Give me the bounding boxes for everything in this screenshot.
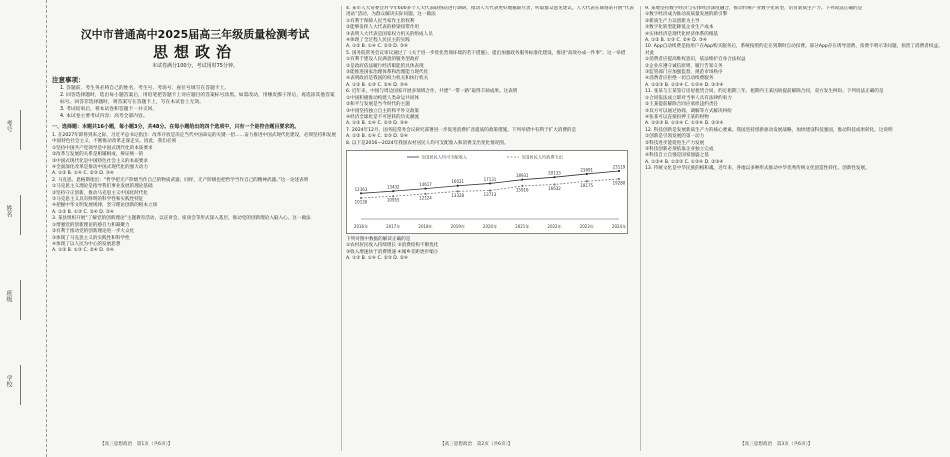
page-footer: 【高三思想政治 第2页（共6页）】 <box>440 442 513 447</box>
question-line: ③监管部门应加强监督，规范市场秩序 <box>645 70 723 76</box>
note-item: 1. 答题前，考生务必将自己的姓名、考生号、考场号、座位号填写在答题卡上。 <box>60 86 230 91</box>
question-line: ②科技进步能促进生产力发展 <box>645 140 705 146</box>
note-item: 4. 本试卷主要考试内容：高考全部内容。 <box>60 114 148 119</box>
question-line: 13. 传统文化是中华民族的根和魂。近年来，各地以多种形式推动中华优秀传统文化创造性转化、创新性发展。 <box>645 166 870 172</box>
x-tick-label: 2017年 <box>386 223 401 229</box>
data-label: 13328 <box>451 192 465 198</box>
question-line: A. ①② B. ①④ C. ②③ D. ③④ <box>346 121 408 127</box>
margin-label-class: 班级 <box>5 290 12 302</box>
question-line: ①马克思主义理论是指导我们事业发展的理论基础 <box>52 184 153 190</box>
margin-line <box>20 365 21 405</box>
margin-label-school: 学校 <box>5 375 12 387</box>
data-label: 19280 <box>612 180 626 186</box>
question-line: ④全面深化改革是推动中国式现代化的强大动力 <box>52 165 148 171</box>
data-label: 14617 <box>419 182 432 188</box>
margin-line <box>20 110 21 150</box>
data-label: 16632 <box>548 185 561 191</box>
question-line: 11. 张某与王某签订房屋租赁合同，约定租期三年。租期内王某因故提前解除合同，双方发生纠纷。下列说法正确的是 <box>645 89 884 95</box>
question-list <box>52 133 338 255</box>
data-label: 23119 <box>612 164 626 170</box>
column-divider <box>341 6 342 451</box>
data-point <box>360 192 362 194</box>
question-line: A. ①② B. ①③ C. ②④ D. ③④ <box>52 209 114 215</box>
data-label: 10955 <box>386 197 400 203</box>
question-line: ④张某可以直接扣押王某的财物 <box>645 114 709 120</box>
question-line: 1. 在2027年即将到来之际，习近平总书记指出：改革开放是决定当代中国命运的关键一招……奋力推进中国式现代化建设，必须坚持和发展中国特色社会主义，不断推动改革走深走实。因此，我们必须 <box>52 133 336 145</box>
data-point <box>457 185 459 187</box>
question-line: ②是政府依法履行经济职能的具体表现 <box>346 63 424 69</box>
margin-line <box>20 280 21 320</box>
income-consumption-chart <box>346 150 628 234</box>
data-label: 18931 <box>515 173 529 179</box>
question-line: ④消费者应拒绝一切自动续费服务 <box>645 76 714 82</box>
section-heading: 一、选择题：本题共16小题，每小题3分，共48分。在每小题给出的四个选项中，只有一个是符合题目要求的。 <box>52 124 300 130</box>
data-label: 21691 <box>580 167 594 173</box>
question-line: 8. 以下是2016—2024年我国农村居民人均可支配收入和消费支出变化情况图。 <box>346 140 509 146</box>
question-line: ③双方可以通过协商、调解等方式解决纠纷 <box>645 108 732 114</box>
question-line: ④科技自立自强是国家强盛之基 <box>645 153 709 159</box>
question-line: ④体现了以人民为中心的发展思想 <box>52 241 121 247</box>
data-point <box>424 187 426 189</box>
data-point <box>553 176 555 178</box>
question-line: ②坚持守正创新，推动马克思主义中国化时代化 <box>52 190 148 196</box>
page-3-column <box>645 6 943 438</box>
data-point <box>618 170 620 172</box>
question-line: ②有利于推动党的创新理论进一步大众化 <box>52 229 135 235</box>
question-line: ③数字化转型能降低企业生产成本 <box>645 25 714 31</box>
question-line: ③中国式现代化是中国特色社会主义的本质要求 <box>52 158 148 164</box>
x-tick-label: 2023年 <box>579 223 594 229</box>
question-line: ③能推进国家治理体系和治理能力现代化 <box>346 70 429 76</box>
question-line: 3. 某县组织开展“了解党的创新理论”主题教育活动，以宣讲会、座谈会等形式深入基层，推动党的创新理论入脑入心。这一做法 <box>52 216 311 222</box>
question-line: A. ①③ B. ①④ C. ②③ D. ②④ <box>346 256 408 262</box>
margin-line <box>20 195 21 235</box>
question-line: ③体现了马克思主义的实践性和科学性 <box>52 235 130 241</box>
column-divider <box>640 6 641 451</box>
question-line: 下列对图中数据的解读正确的是 <box>346 236 411 242</box>
question-line: 9. 某地坚持数字经济与实体经济深度融合，推动传统产业数字化转型，培育新质生产力。下列说法正确的是 <box>645 6 863 11</box>
question-line: ②能够发挥人大代表的桥梁纽带作用 <box>346 25 420 31</box>
question-line: A. ①②③ B. ①②④ C. ①③④ D. ②③④ <box>645 82 724 88</box>
question-line: ②王某提前解除合同应承担违约责任 <box>645 102 719 108</box>
x-tick-label: 2021年 <box>515 223 530 229</box>
x-tick-label: 2018年 <box>418 223 433 229</box>
line-chart <box>347 151 627 233</box>
data-label: 15916 <box>515 187 529 193</box>
x-tick-label: 2020年 <box>482 223 498 229</box>
question-line: ①有利于建设人民满意的服务型政府 <box>346 57 420 63</box>
question-line: ④实体经济是现代化经济体系的根基 <box>645 31 719 37</box>
page-2-column <box>346 6 636 438</box>
question-line: ②企业应遵守诚信原则，履行告知义务 <box>645 63 723 69</box>
data-label: 12363 <box>354 186 368 192</box>
data-label: 10130 <box>354 199 368 205</box>
question-line: ③中国坚持独立自主的和平外交政策 <box>346 108 420 114</box>
question-line: ①坚持中国共产党领导是中国式现代化的本质要求 <box>52 145 153 151</box>
question-line: ④表明政府是我国的权力机关和执行机关 <box>346 76 429 82</box>
question-list <box>346 6 636 147</box>
question-line: 12. 科技创新是发展新质生产力的核心要素。我国坚持创新驱动发展战略，加快建设科技强国，推动科技成果转化。这说明 <box>645 127 893 133</box>
question-line: ③表明人大代表是国家权力机关的组成人员 <box>346 31 433 37</box>
page-1-column <box>52 6 338 438</box>
note-item: 2. 回答选择题时，选出每小题答案后，用铅笔把答题卡上对应题目的答案标号涂黑。如需改动，用橡皮擦干净后，再选涂其他答案标号。回答非选择题时，将答案写在答题卡上，写在本试卷上无效。 <box>60 93 335 105</box>
question-line: ①创新是引领发展的第一动力 <box>645 134 705 140</box>
exam-meta: 本试卷满分100分，考试用时75分钟。 <box>152 63 238 69</box>
question-line: A. ①②④ B. ①②③ C. ①③④ D. ②③④ <box>645 159 724 165</box>
data-point <box>489 182 491 184</box>
question-line: A. ①② B. ①④ C. ②③ D. ②④ <box>346 134 408 140</box>
page-footer: 【高三思想政治 第1页（共6页）】 <box>100 442 173 447</box>
data-point <box>392 190 394 192</box>
data-label: 16021 <box>451 179 465 185</box>
question-line: ①数字经济成为推动高质量发展的新引擎 <box>645 12 728 18</box>
note-item: 3. 考试结束后，将本试卷和答题卡一并交回。 <box>60 107 158 112</box>
question-line: A. ①② B. ①③ C. ②④ D. ③④ <box>645 38 707 44</box>
question-line: A. ①② B. ①③ C. ②④ D. ③④ <box>52 248 114 254</box>
margin-label-name: 姓名 <box>5 205 12 217</box>
question-line: A. ①② B. ①④ C. ②③ D. ③④ <box>52 171 114 177</box>
question-list <box>645 6 943 173</box>
question-line: ②改革与发展的关系是相辅相成、辩证统一的 <box>52 152 144 158</box>
x-tick-label: 2024年 <box>611 223 627 229</box>
question-line: 5. 国务院常务会议审议通过了《关于进一步优化营商环境的若干措施》，提出加强政务服务标准化建设，推进“高效办成一件事”。这一举措 <box>346 50 626 56</box>
question-line: ④经济全球化是不可逆转的历史潮流 <box>346 114 420 120</box>
question-list <box>346 237 636 263</box>
question-line: 10. App自动续费是指用户在App购买服务后，系统按照约定在到期时自动扣费。部分App存在诱导消费、扣费不明示等问题，损害了消费者权益。对此 <box>645 44 943 56</box>
data-label: 17131 <box>483 176 497 182</box>
question-line: ③收入增速快于消费增速 ④城乡差距逐步缩小 <box>346 249 439 255</box>
question-line: 7. 2024年12月，国务院常务会议研究部署进一步促进消费扩容提质的政策措施。下列举措中有利于扩大消费的是 <box>346 127 577 133</box>
page-footer: 【高三思想政治 第3页（共6页）】 <box>740 442 813 447</box>
data-label: 13432 <box>386 184 400 190</box>
question-line: 4. 某市人大常委会对今年600多个人大代表联络站进行调研，推动人大代表更好地履职尽责，听取群众意见建议。人大代表在联络站开展“代表进站”活动，为群众解决实际问题。这一做法 <box>346 6 635 18</box>
question-line: 6. 近年来，中国与周边国家开展多领域合作，共建“一带一路”取得丰硕成果。这表明 <box>346 89 518 95</box>
question-line: ①农村居民收入持续增长 ②消费结构不断优化 <box>346 243 439 249</box>
question-line: ②和平与发展是当今时代的主题 <box>346 102 410 108</box>
data-label: 20133 <box>548 170 561 176</box>
question-line: ②新质生产力以创新为主导 <box>645 18 700 24</box>
x-tick-label: 2022年 <box>547 223 562 229</box>
x-tick-label: 2019年 <box>450 223 465 229</box>
question-line: 2. 马克思、恩格斯指出：“哲学把无产阶级当作自己的物质武器，同样，无产阶级也把哲学当作自己的精神武器。”这一论述表明 <box>52 177 309 183</box>
x-tick-label: 2016年 <box>353 223 369 229</box>
legend-label: 全国居民人均消费支出 <box>521 154 563 160</box>
exam-title: 汉中市普通高中2025届高三年级质量检测考试 <box>80 28 310 41</box>
binding-margin <box>0 0 47 457</box>
data-point <box>586 173 588 175</box>
margin-label-id: 考号 <box>5 120 12 132</box>
question-line: ③科技创新必须依靠企业独立完成 <box>645 146 714 152</box>
data-label: 13713 <box>483 191 497 197</box>
question-line: A. ①② B. ①④ C. ②③ D. ③④ <box>346 44 408 50</box>
question-line: ①中国积极推动构建人类命运共同体 <box>346 95 420 101</box>
question-line: ①消费者应提高维权意识，依法维护自身合法权益 <box>645 57 746 63</box>
data-point <box>521 179 523 181</box>
notes-title: 注意事项： <box>52 76 85 84</box>
data-label: 18175 <box>580 182 594 188</box>
data-label: 12124 <box>419 195 432 201</box>
question-line: ④体现了全过程人民民主的实践 <box>346 38 410 44</box>
question-line: ④把握中华文明发展规律，坚守理论创新的根本立场 <box>52 203 158 209</box>
legend-label: 全国居民人均可支配收入 <box>421 154 468 160</box>
question-line: ①增强党的创新理论的感召力和凝聚力 <box>52 222 130 228</box>
question-line: ①合同依法成立即对当事人具有法律约束力 <box>645 95 732 101</box>
question-line: A. ①② B. ①③ C. ②④ D. ③④ <box>346 82 408 88</box>
subject-title: 思想政治 <box>152 43 237 61</box>
question-line: A. ①②③ B. ①②④ C. ①③④ D. ②③④ <box>645 121 724 127</box>
question-line: ③马克思主义具有鲜明的科学性和实践性特征 <box>52 197 144 203</box>
question-line: ①有利于保障人民当家作主的权利 <box>346 18 415 24</box>
